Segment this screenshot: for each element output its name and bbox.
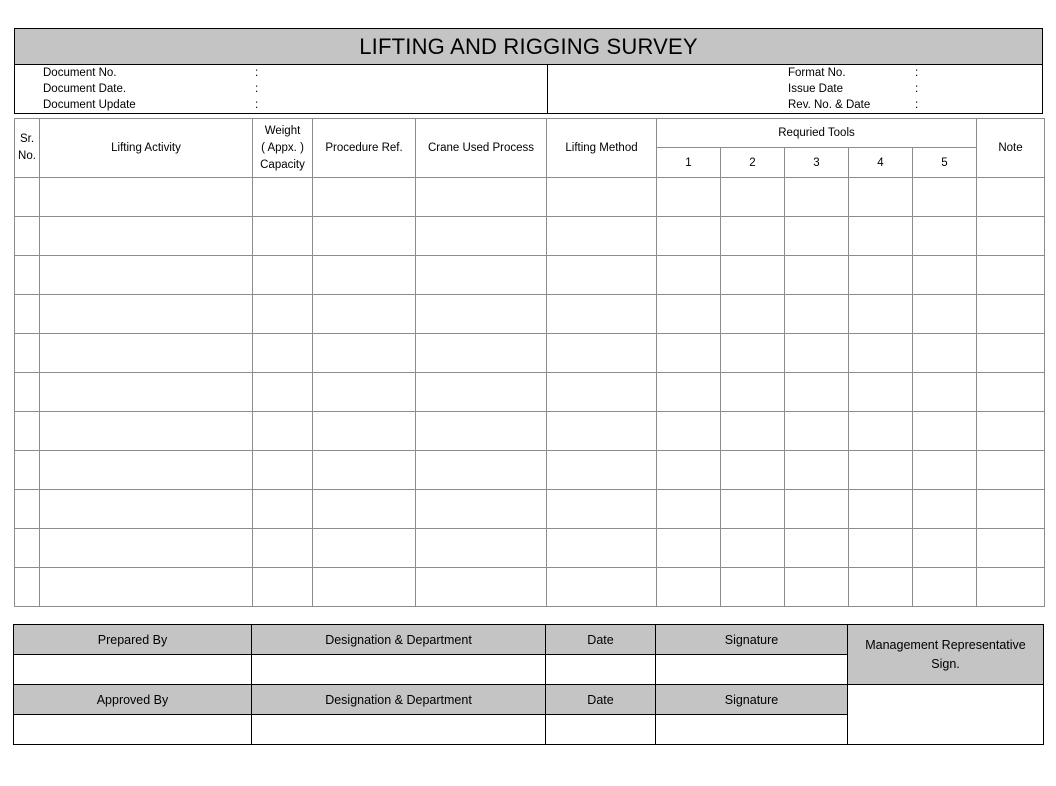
management-line2: Sign. — [931, 656, 960, 671]
tool-3-cell[interactable] — [785, 295, 849, 334]
sr-no-cell[interactable] — [15, 490, 40, 529]
tool-5-header: 5 — [913, 148, 977, 178]
lifting-method-cell[interactable] — [547, 490, 657, 529]
format-no-label: Format No. — [788, 67, 846, 79]
prepared-designation-cell[interactable] — [252, 655, 546, 685]
tool-4-cell[interactable] — [849, 490, 913, 529]
note-cell[interactable] — [977, 256, 1045, 295]
tool-3-cell[interactable] — [785, 451, 849, 490]
table-row — [15, 490, 1045, 529]
tool-1-cell[interactable] — [657, 256, 721, 295]
sr-no-cell[interactable] — [15, 529, 40, 568]
lifting-activity-cell[interactable] — [40, 295, 253, 334]
lifting-method-cell[interactable] — [547, 256, 657, 295]
crane-used-process-cell[interactable] — [416, 256, 547, 295]
crane-used-process-cell[interactable] — [416, 373, 547, 412]
lifting-method-cell[interactable] — [547, 217, 657, 256]
procedure-ref-cell[interactable] — [313, 295, 416, 334]
lifting-method-cell[interactable] — [547, 373, 657, 412]
weight-header-line2: ( Appx. ) — [261, 141, 304, 154]
crane-used-process-cell[interactable] — [416, 490, 547, 529]
lifting-activity-cell[interactable] — [40, 217, 253, 256]
prepared-date-cell[interactable] — [546, 655, 656, 685]
approved-signature-header: Signature — [656, 685, 848, 715]
tool-2-cell[interactable] — [721, 256, 785, 295]
sr-no-cell[interactable] — [15, 373, 40, 412]
lifting-activity-cell[interactable] — [40, 334, 253, 373]
note-cell[interactable] — [977, 451, 1045, 490]
procedure-ref-cell[interactable] — [313, 412, 416, 451]
tool-2-cell[interactable] — [721, 178, 785, 217]
survey-table — [14, 118, 1045, 607]
note-cell[interactable] — [977, 490, 1045, 529]
note-cell[interactable] — [977, 373, 1045, 412]
tool-1-header: 1 — [657, 148, 721, 178]
document-date-colon: : — [255, 83, 259, 95]
note-cell[interactable] — [977, 334, 1045, 373]
prepared-date-header: Date — [546, 625, 656, 655]
lifting-activity-cell[interactable] — [40, 490, 253, 529]
procedure-ref-cell[interactable] — [313, 451, 416, 490]
tool-4-cell[interactable] — [849, 373, 913, 412]
note-cell[interactable] — [977, 178, 1045, 217]
weight-header-line1: Weight — [264, 124, 301, 137]
table-row — [15, 568, 1045, 607]
table-row — [15, 217, 1045, 256]
lifting-activity-cell[interactable] — [40, 529, 253, 568]
lifting-activity-cell[interactable] — [40, 373, 253, 412]
tool-5-cell[interactable] — [913, 217, 977, 256]
weight-cell[interactable] — [253, 178, 313, 217]
lifting-activity-cell[interactable] — [40, 451, 253, 490]
tool-5-cell[interactable] — [913, 334, 977, 373]
crane-used-process-cell[interactable] — [416, 217, 547, 256]
note-header: Note — [977, 119, 1045, 178]
tool-5-cell[interactable] — [913, 568, 977, 607]
lifting-method-cell[interactable] — [547, 178, 657, 217]
procedure-ref-header: Procedure Ref. — [313, 119, 416, 178]
note-cell[interactable] — [977, 568, 1045, 607]
tool-1-cell[interactable] — [657, 529, 721, 568]
tool-5-cell[interactable] — [913, 178, 977, 217]
document-update-colon: : — [255, 99, 259, 111]
crane-used-process-cell[interactable] — [416, 334, 547, 373]
tool-3-cell[interactable] — [785, 568, 849, 607]
procedure-ref-cell[interactable] — [313, 568, 416, 607]
tool-3-cell[interactable] — [785, 256, 849, 295]
lifting-method-cell[interactable] — [547, 451, 657, 490]
tool-2-cell[interactable] — [721, 295, 785, 334]
tool-1-cell[interactable] — [657, 412, 721, 451]
tool-2-cell[interactable] — [721, 334, 785, 373]
weight-cell[interactable] — [253, 490, 313, 529]
lifting-activity-cell[interactable] — [40, 412, 253, 451]
crane-used-process-cell[interactable] — [416, 178, 547, 217]
weight-cell[interactable] — [253, 373, 313, 412]
sr-no-cell[interactable] — [15, 412, 40, 451]
note-cell[interactable] — [977, 217, 1045, 256]
lifting-activity-cell[interactable] — [40, 178, 253, 217]
prepared-signature-cell[interactable] — [656, 655, 848, 685]
crane-used-process-cell[interactable] — [416, 295, 547, 334]
tool-4-cell[interactable] — [849, 178, 913, 217]
page-title: LIFTING AND RIGGING SURVEY — [15, 29, 1042, 65]
table-row — [15, 451, 1045, 490]
issue-date-colon: : — [915, 83, 919, 95]
tool-1-cell[interactable] — [657, 490, 721, 529]
table-row — [15, 529, 1045, 568]
weight-cell[interactable] — [253, 529, 313, 568]
sr-no-cell[interactable] — [15, 217, 40, 256]
issue-date-label: Issue Date — [788, 83, 843, 95]
tool-1-cell[interactable] — [657, 568, 721, 607]
tool-1-cell[interactable] — [657, 334, 721, 373]
tool-2-cell[interactable] — [721, 529, 785, 568]
tool-1-cell[interactable] — [657, 217, 721, 256]
management-line1: Management Representative — [865, 637, 1026, 652]
table-row — [15, 373, 1045, 412]
tool-5-cell[interactable] — [913, 490, 977, 529]
tool-3-cell[interactable] — [785, 334, 849, 373]
lifting-activity-header: Lifting Activity — [40, 119, 253, 178]
tool-5-cell[interactable] — [913, 256, 977, 295]
tool-4-cell[interactable] — [849, 529, 913, 568]
document-meta — [15, 65, 1042, 114]
tool-3-header: 3 — [785, 148, 849, 178]
table-row — [15, 178, 1045, 217]
prepared-by-header: Prepared By — [14, 625, 252, 655]
document-header — [14, 28, 1043, 114]
procedure-ref-cell[interactable] — [313, 256, 416, 295]
lifting-method-cell[interactable] — [547, 568, 657, 607]
tool-2-cell[interactable] — [721, 373, 785, 412]
tool-5-cell[interactable] — [913, 373, 977, 412]
table-row — [15, 412, 1045, 451]
lifting-method-header: Lifting Method — [547, 119, 657, 178]
table-row — [15, 256, 1045, 295]
meta-left — [15, 65, 548, 114]
prepared-signature-header: Signature — [656, 625, 848, 655]
weight-header-line3: Capacity — [260, 158, 305, 171]
note-cell[interactable] — [977, 412, 1045, 451]
format-no-colon: : — [915, 67, 919, 79]
tool-1-cell[interactable] — [657, 295, 721, 334]
procedure-ref-cell[interactable] — [313, 529, 416, 568]
required-tools-header: Requried Tools — [657, 119, 977, 148]
weight-cell[interactable] — [253, 568, 313, 607]
lifting-method-cell[interactable] — [547, 334, 657, 373]
tool-4-cell[interactable] — [849, 295, 913, 334]
rev-no-date-label: Rev. No. & Date — [788, 99, 871, 111]
weight-cell[interactable] — [253, 334, 313, 373]
tool-4-cell[interactable] — [849, 568, 913, 607]
tool-5-cell[interactable] — [913, 529, 977, 568]
sr-no-cell[interactable] — [15, 256, 40, 295]
tool-4-cell[interactable] — [849, 334, 913, 373]
tool-2-cell[interactable] — [721, 490, 785, 529]
sr-no-header-line2: No. — [18, 150, 36, 162]
procedure-ref-cell[interactable] — [313, 490, 416, 529]
tool-4-cell[interactable] — [849, 256, 913, 295]
note-cell[interactable] — [977, 295, 1045, 334]
meta-right — [548, 65, 1042, 114]
weight-cell[interactable] — [253, 295, 313, 334]
prepared-by-cell[interactable] — [14, 655, 252, 685]
crane-used-process-cell[interactable] — [416, 529, 547, 568]
approved-date-cell[interactable] — [546, 715, 656, 745]
procedure-ref-cell[interactable] — [313, 373, 416, 412]
approved-signature-cell[interactable] — [656, 715, 848, 745]
sr-no-cell[interactable] — [15, 451, 40, 490]
procedure-ref-cell[interactable] — [313, 217, 416, 256]
procedure-ref-cell[interactable] — [313, 334, 416, 373]
sr-no-header — [15, 119, 40, 178]
management-sign-cell[interactable] — [848, 685, 1044, 745]
procedure-ref-cell[interactable] — [313, 178, 416, 217]
tool-4-cell[interactable] — [849, 451, 913, 490]
weight-cell[interactable] — [253, 451, 313, 490]
tool-4-header: 4 — [849, 148, 913, 178]
document-date-label: Document Date. — [43, 83, 127, 95]
document-no-colon: : — [255, 67, 259, 79]
lifting-method-cell[interactable] — [547, 412, 657, 451]
weight-cell[interactable] — [253, 217, 313, 256]
lifting-activity-cell[interactable] — [40, 256, 253, 295]
sr-no-cell[interactable] — [15, 334, 40, 373]
approved-designation-cell[interactable] — [252, 715, 546, 745]
weight-header — [253, 119, 313, 178]
tool-2-cell[interactable] — [721, 568, 785, 607]
crane-used-process-cell[interactable] — [416, 412, 547, 451]
tool-2-header: 2 — [721, 148, 785, 178]
crane-used-process-cell[interactable] — [416, 568, 547, 607]
tool-5-cell[interactable] — [913, 412, 977, 451]
weight-cell[interactable] — [253, 412, 313, 451]
tool-3-cell[interactable] — [785, 529, 849, 568]
table-row — [15, 295, 1045, 334]
tool-2-cell[interactable] — [721, 412, 785, 451]
sr-no-header-line1: Sr. — [19, 133, 35, 145]
approved-designation-header: Designation & Department — [252, 685, 546, 715]
tool-3-cell[interactable] — [785, 412, 849, 451]
survey-rows — [15, 178, 1045, 607]
tool-1-cell[interactable] — [657, 451, 721, 490]
lifting-activity-cell[interactable] — [40, 568, 253, 607]
tool-4-cell[interactable] — [849, 217, 913, 256]
tool-3-cell[interactable] — [785, 490, 849, 529]
sr-no-cell[interactable] — [15, 568, 40, 607]
tool-5-cell[interactable] — [913, 295, 977, 334]
document-no-label: Document No. — [43, 67, 117, 79]
tool-2-cell[interactable] — [721, 451, 785, 490]
tool-3-cell[interactable] — [785, 217, 849, 256]
tool-4-cell[interactable] — [849, 412, 913, 451]
weight-cell[interactable] — [253, 256, 313, 295]
lifting-method-cell[interactable] — [547, 529, 657, 568]
crane-used-process-cell[interactable] — [416, 451, 547, 490]
tool-1-cell[interactable] — [657, 178, 721, 217]
table-row — [15, 334, 1045, 373]
approved-by-cell[interactable] — [14, 715, 252, 745]
tool-2-cell[interactable] — [721, 217, 785, 256]
sr-no-cell[interactable] — [15, 178, 40, 217]
management-representative-header — [848, 625, 1044, 685]
tool-3-cell[interactable] — [785, 373, 849, 412]
sr-no-cell[interactable] — [15, 295, 40, 334]
tool-1-cell[interactable] — [657, 373, 721, 412]
prepared-designation-header: Designation & Department — [252, 625, 546, 655]
lifting-method-cell[interactable] — [547, 295, 657, 334]
tool-5-cell[interactable] — [913, 451, 977, 490]
crane-used-process-header: Crane Used Process — [416, 119, 547, 178]
signoff-table — [13, 624, 1044, 745]
approved-date-header: Date — [546, 685, 656, 715]
approved-by-header: Approved By — [14, 685, 252, 715]
document-update-label: Document Update — [43, 99, 136, 111]
note-cell[interactable] — [977, 529, 1045, 568]
tool-3-cell[interactable] — [785, 178, 849, 217]
rev-no-date-colon: : — [915, 99, 919, 111]
